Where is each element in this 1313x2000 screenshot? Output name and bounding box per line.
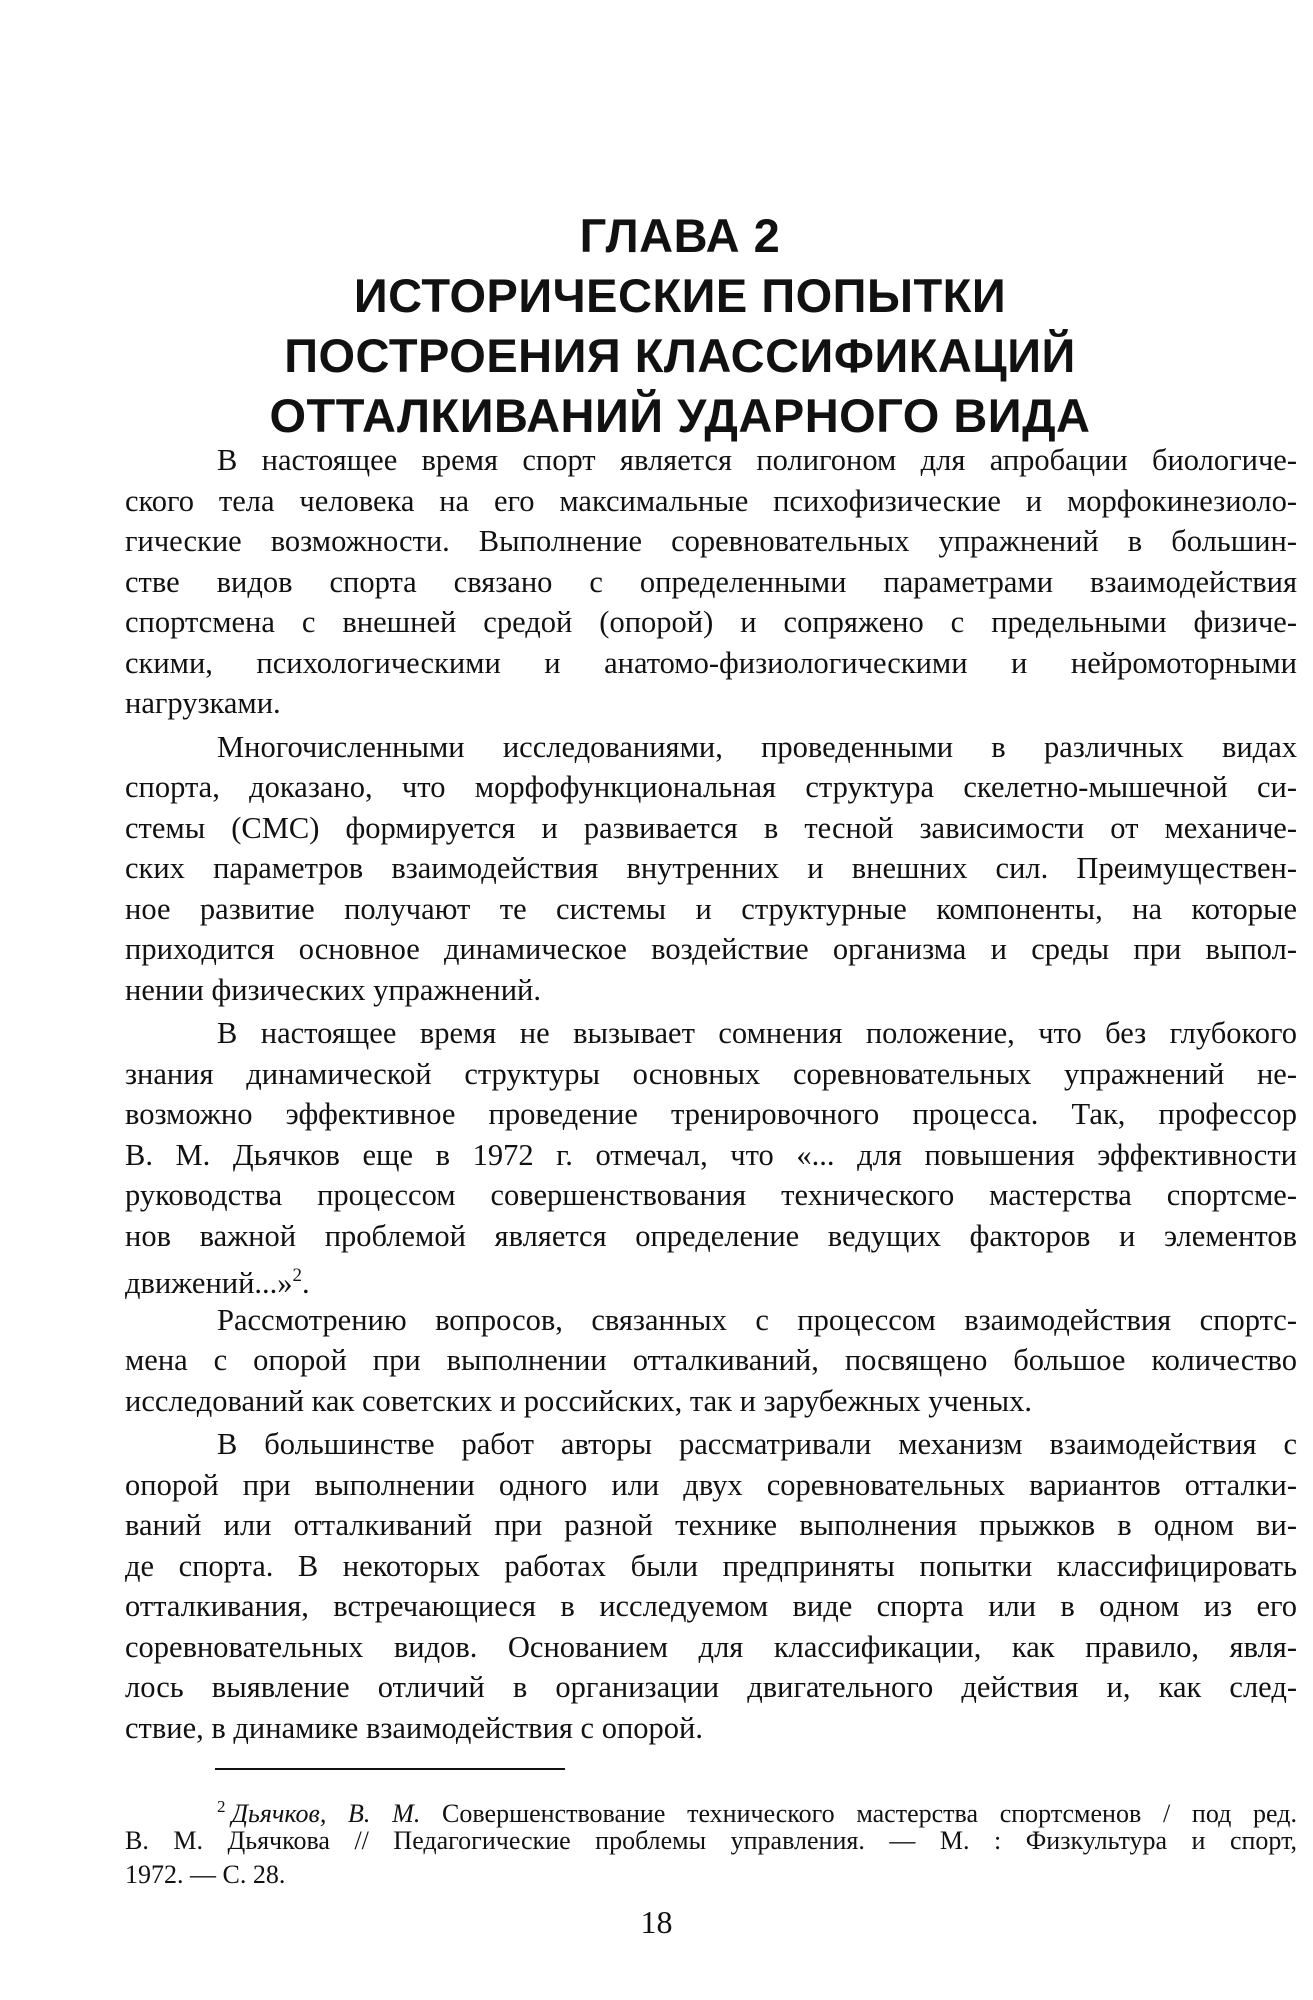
footnote: [125, 1790, 1297, 1892]
text-line: знания динамической структуры основных соревновательных упражнений не-: [125, 1056, 1297, 1091]
text-line: скими, психологическими и анатомо-физиологическими и нейромоторными: [125, 645, 1297, 680]
text-line: Многочисленными исследованиями, проведенными в различных видах: [217, 729, 1297, 764]
text-line: ствие, в динамике взаимодействия с опорой.: [125, 1710, 703, 1745]
sentence-end: .: [302, 1266, 310, 1300]
paragraph-3: [125, 1013, 1297, 1300]
text-line: Рассмотрению вопросов, связанных с процессом взаимодействия спортс-: [217, 1302, 1297, 1337]
paragraph-5: [125, 1424, 1297, 1748]
text-line: спорта, доказано, что морфофункциональная структура скелетно-мышечной си-: [125, 770, 1297, 804]
footnote-separator: [215, 1768, 565, 1770]
text-line: руководства процессом совершенствования технического мастерства спортсме-: [125, 1178, 1297, 1212]
footnote-title: Совершенствование технического мастерства спортсменов / под ред.: [420, 1799, 1297, 1828]
text-line: В большинстве работ авторы рассматривали механизм взаимодействия с: [217, 1427, 1297, 1461]
text-line-with-footnote: [125, 1256, 1297, 1300]
text-line: ских параметров взаимодействия внутренних и внешних сил. Преимуществен-: [125, 851, 1297, 885]
text-line: ное развитие получают те системы и структурные компоненты, на которые: [125, 891, 1297, 926]
text-line: приходится основное динамическое воздействие организма и среды при выпол-: [125, 932, 1297, 966]
footnote-line: [125, 1790, 1297, 1828]
heading-line-title-1: ИСТОРИЧЕСКИЕ ПОПЫТКИ: [353, 269, 1007, 322]
text-line: нении физических упражнений.: [125, 972, 541, 1007]
text-line: В. М. Дьячков еще в 1972 г. отмечал, что «... для повышения эффективности: [125, 1137, 1297, 1172]
text-line: отталкивания, встречающиеся в исследуемом виде спорта или в одном из его: [125, 1589, 1297, 1623]
footnote-reference[interactable]: 2: [292, 1265, 303, 1286]
footnote-line: В. М. Дьячкова // Педагогические проблемы управления. — М. : Физкультура и спорт,: [125, 1826, 1297, 1855]
paragraph-4: [125, 1300, 1297, 1422]
paragraph-1: [125, 440, 1297, 724]
paragraph-2: [125, 727, 1297, 1011]
chapter-heading: [125, 206, 1235, 446]
heading-line-title-2: ПОСТРОЕНИЯ КЛАССИФИКАЦИЙ: [284, 329, 1076, 382]
text-line: В настоящее время не вызывает сомнения положение, что без глубокого: [217, 1016, 1297, 1050]
text-line: де спорта. В некоторых работах были предприняты попытки классифицировать: [125, 1548, 1297, 1583]
text-line: спортсмена с внешней средой (опорой) и сопряжено с предельными физиче-: [125, 605, 1297, 639]
body-text: [125, 440, 1297, 1748]
heading-line-chapter-number: ГЛАВА 2: [579, 209, 781, 262]
text-line: стемы (СМС) формируется и развивается в тесной зависимости от механиче-: [125, 810, 1297, 845]
text-line: нов важной проблемой является определение ведущих факторов и элементов: [125, 1218, 1297, 1253]
text-line: возможно эффективное проведение тренировочного процесса. Так, профессор: [125, 1097, 1297, 1131]
text-line: ваний или отталкиваний при разной технике выполнения прыжков в одном ви-: [125, 1508, 1297, 1542]
text-line: стве видов спорта связано с определенными параметрами взаимодействия: [125, 564, 1297, 599]
text-line: исследований как советских и российских, так и зарубежных ученых.: [125, 1383, 1033, 1418]
footnote-line: 1972. — С. 28.: [125, 1860, 286, 1889]
text-line: опорой при выполнении одного или двух соревновательных вариантов отталки-: [125, 1467, 1297, 1502]
text-line: ского тела человека на его максимальные психофизические и морфокинезиоло-: [125, 483, 1297, 518]
quote-end-text: движений...»: [125, 1266, 293, 1300]
text-line: гические возможности. Выполнение соревновательных упражнений в большин-: [125, 524, 1297, 558]
text-line: мена с опорой при выполнении отталкиваний, посвящено большое количество: [125, 1343, 1297, 1377]
footnote-author: Дьячков, В. М.: [231, 1799, 421, 1828]
text-line: соревновательных видов. Основанием для классификации, как правило, явля-: [125, 1629, 1297, 1664]
text-line: лось выявление отличий в организации двигательного действия и, как след-: [125, 1670, 1297, 1704]
footnote-number: 2: [217, 1797, 226, 1816]
page-number: 18: [640, 1904, 673, 1940]
text-line: нагрузками.: [125, 686, 281, 720]
heading-line-title-3: ОТТАЛКИВАНИЙ УДАРНОГО ВИДА: [269, 389, 1091, 442]
text-line: В настоящее время спорт является полигоном для апробации биологиче-: [217, 443, 1297, 477]
